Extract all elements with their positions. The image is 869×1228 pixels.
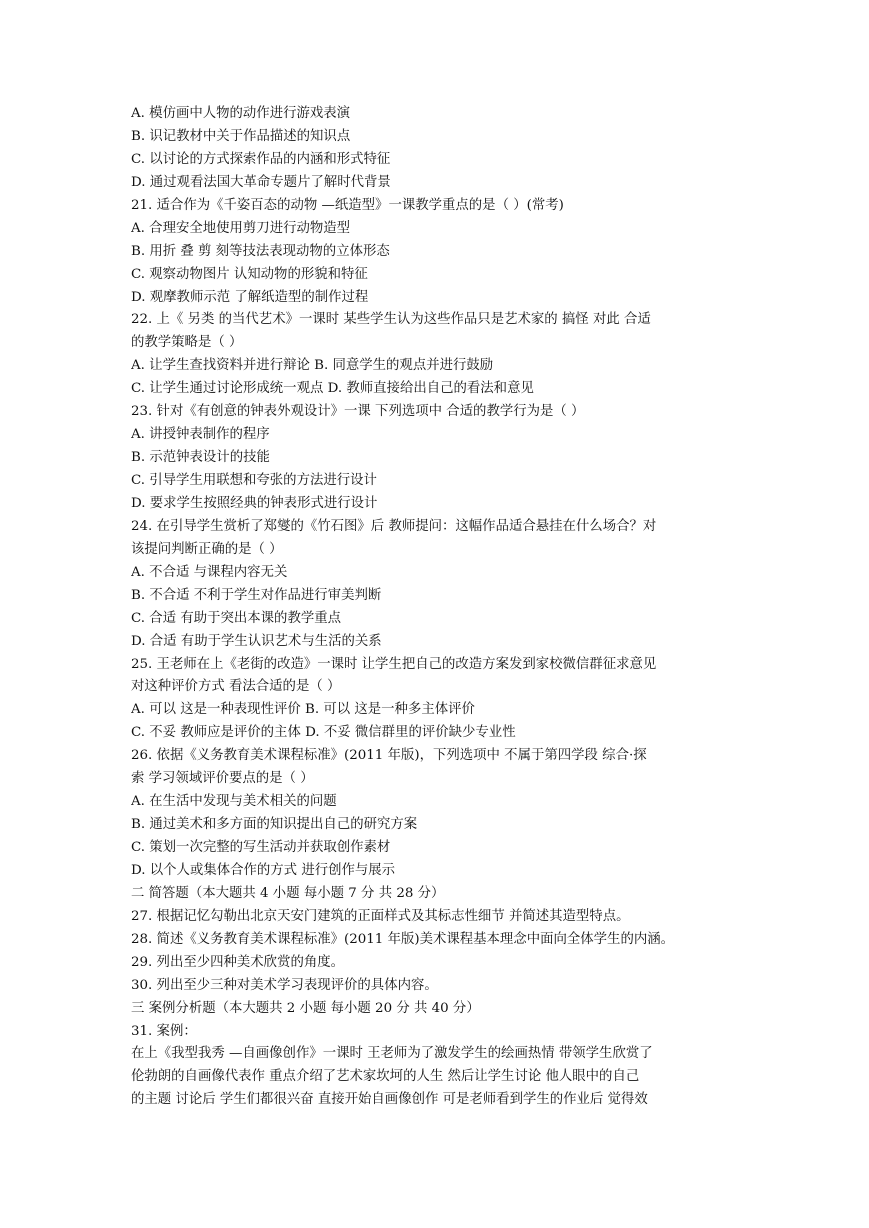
text-line: B. 通过美术和多方面的知识提出自己的研究方案 — [131, 817, 418, 833]
text-line: A. 在生活中发现与美术相关的问题 — [131, 794, 337, 810]
text-line: B. 示范钟表设计的技能 — [131, 450, 270, 466]
text-line: C. 策划一次完整的写生活动并获取创作素材 — [131, 840, 391, 855]
text-line: D. 观摩教师示范 了解纸造型的制作过程 — [131, 289, 369, 305]
text-line: B. 不合适 不利于学生对作品进行审美判断 — [131, 587, 382, 603]
text-line: 二 简答题（本大题共 4 小题 每小题 7 分 共 28 分） — [131, 885, 445, 901]
text-line: 在上《我型我秀 —自画像创作》一课时 王老师为了激发学生的绘画热情 带领学生欣赏了 — [131, 1046, 653, 1062]
text-line: 的主题 讨论后 学生们都很兴奋 直接开始自画像创作 可是老师看到学生的作业后 觉得效 — [131, 1092, 648, 1108]
text-line: 索 学习领域评价要点的是（ ） — [131, 771, 314, 787]
text-line: A. 讲授钟表制作的程序 — [131, 427, 270, 443]
text-line: 伦勃朗的自画像代表作 重点介绍了艺术家坎坷的人生 然后让学生讨论 他人眼中的自己 — [131, 1069, 640, 1085]
text-line: D. 合适 有助于学生认识艺术与生活的关系 — [131, 633, 382, 649]
text-line: A. 模仿画中人物的动作进行游戏表演 — [131, 106, 351, 121]
text-line: C. 观察动物图片 认知动物的形貌和特征 — [131, 266, 368, 282]
text-line: 25. 王老师在上《老街的改造》一课时 让学生把自己的改造方案发到家校微信群征求意见 — [131, 656, 657, 672]
text-line: C. 让学生通过讨论形成统一观点 D. 教师直接给出自己的看法和意见 — [131, 381, 534, 397]
text-line: 的教学策略是（ ） — [131, 335, 243, 351]
text-line: 28. 简述《义务教育美术课程标准》(2011 年版)美术课程基本理念中面向全体学生的内涵。 — [131, 931, 675, 947]
text-line: 该提问判断正确的是（ ） — [131, 541, 283, 557]
text-line: B. 识记教材中关于作品描述的知识点 — [131, 128, 351, 144]
text-line: A. 合理安全地使用剪刀进行动物造型 — [131, 220, 351, 236]
text-line: 29. 列出至少四种美术欣赏的角度。 — [131, 954, 345, 970]
text-line: 21. 适合作为《千姿百态的动物 —纸造型》一课教学重点的是（ ）(常考) — [131, 197, 564, 213]
text-line: C. 引导学生用联想和夸张的方法进行设计 — [131, 473, 377, 488]
text-line: C. 以讨论的方式探索作品的内涵和形式特征 — [131, 151, 391, 167]
text-line: 27. 根据记忆勾勒出北京天安门建筑的正面样式及其标志性细节 并简述其造型特点。 — [131, 908, 630, 924]
text-line: C. 不妥 教师应是评价的主体 D. 不妥 微信群里的评价缺少专业性 — [131, 725, 516, 741]
text-line: C. 合适 有助于突出本课的教学重点 — [131, 610, 342, 626]
text-line: 26. 依据《义务教育美术课程标准》(2011 年版)，下列选项中 不属于第四学段 综合·探 — [131, 748, 647, 764]
text-line: 三 案例分析题（本大题共 2 小题 每小题 20 分 共 40 分） — [131, 1000, 480, 1016]
text-line: 30. 列出至少三种对美术学习表现评价的具体内容。 — [131, 977, 438, 993]
text-line: 24. 在引导学生赏析了郑燮的《竹石图》后 教师提问：这幅作品适合悬挂在什么场合？对 — [131, 518, 657, 534]
text-line: 22. 上《 另类 的当代艺术》一课时 某些学生认为这些作品只是艺术家的 搞怪 对此 合适 — [131, 312, 651, 328]
text-line: 23. 针对《有创意的钟表外观设计》一课 下列选项中 合适的教学行为是（ ） — [131, 404, 585, 420]
text-line: D. 要求学生按照经典的钟表形式进行设计 — [131, 495, 378, 511]
text-line: A. 不合适 与课程内容无关 — [131, 564, 288, 580]
text-line: A. 让学生查找资料并进行辩论 B. 同意学生的观点并进行鼓励 — [131, 358, 494, 374]
text-line: D. 通过观看法国大革命专题片了解时代背景 — [131, 174, 391, 190]
text-line: B. 用折 叠 剪 刻等技法表现动物的立体形态 — [131, 243, 390, 259]
text-line: 31. 案例： — [131, 1023, 197, 1039]
text-line: 对这种评价方式 看法合适的是（ ） — [131, 679, 341, 695]
text-line: A. 可以 这是一种表现性评价 B. 可以 这是一种多主体评价 — [131, 702, 475, 718]
text-line: D. 以个人或集体合作的方式 进行创作与展示 — [131, 862, 396, 878]
